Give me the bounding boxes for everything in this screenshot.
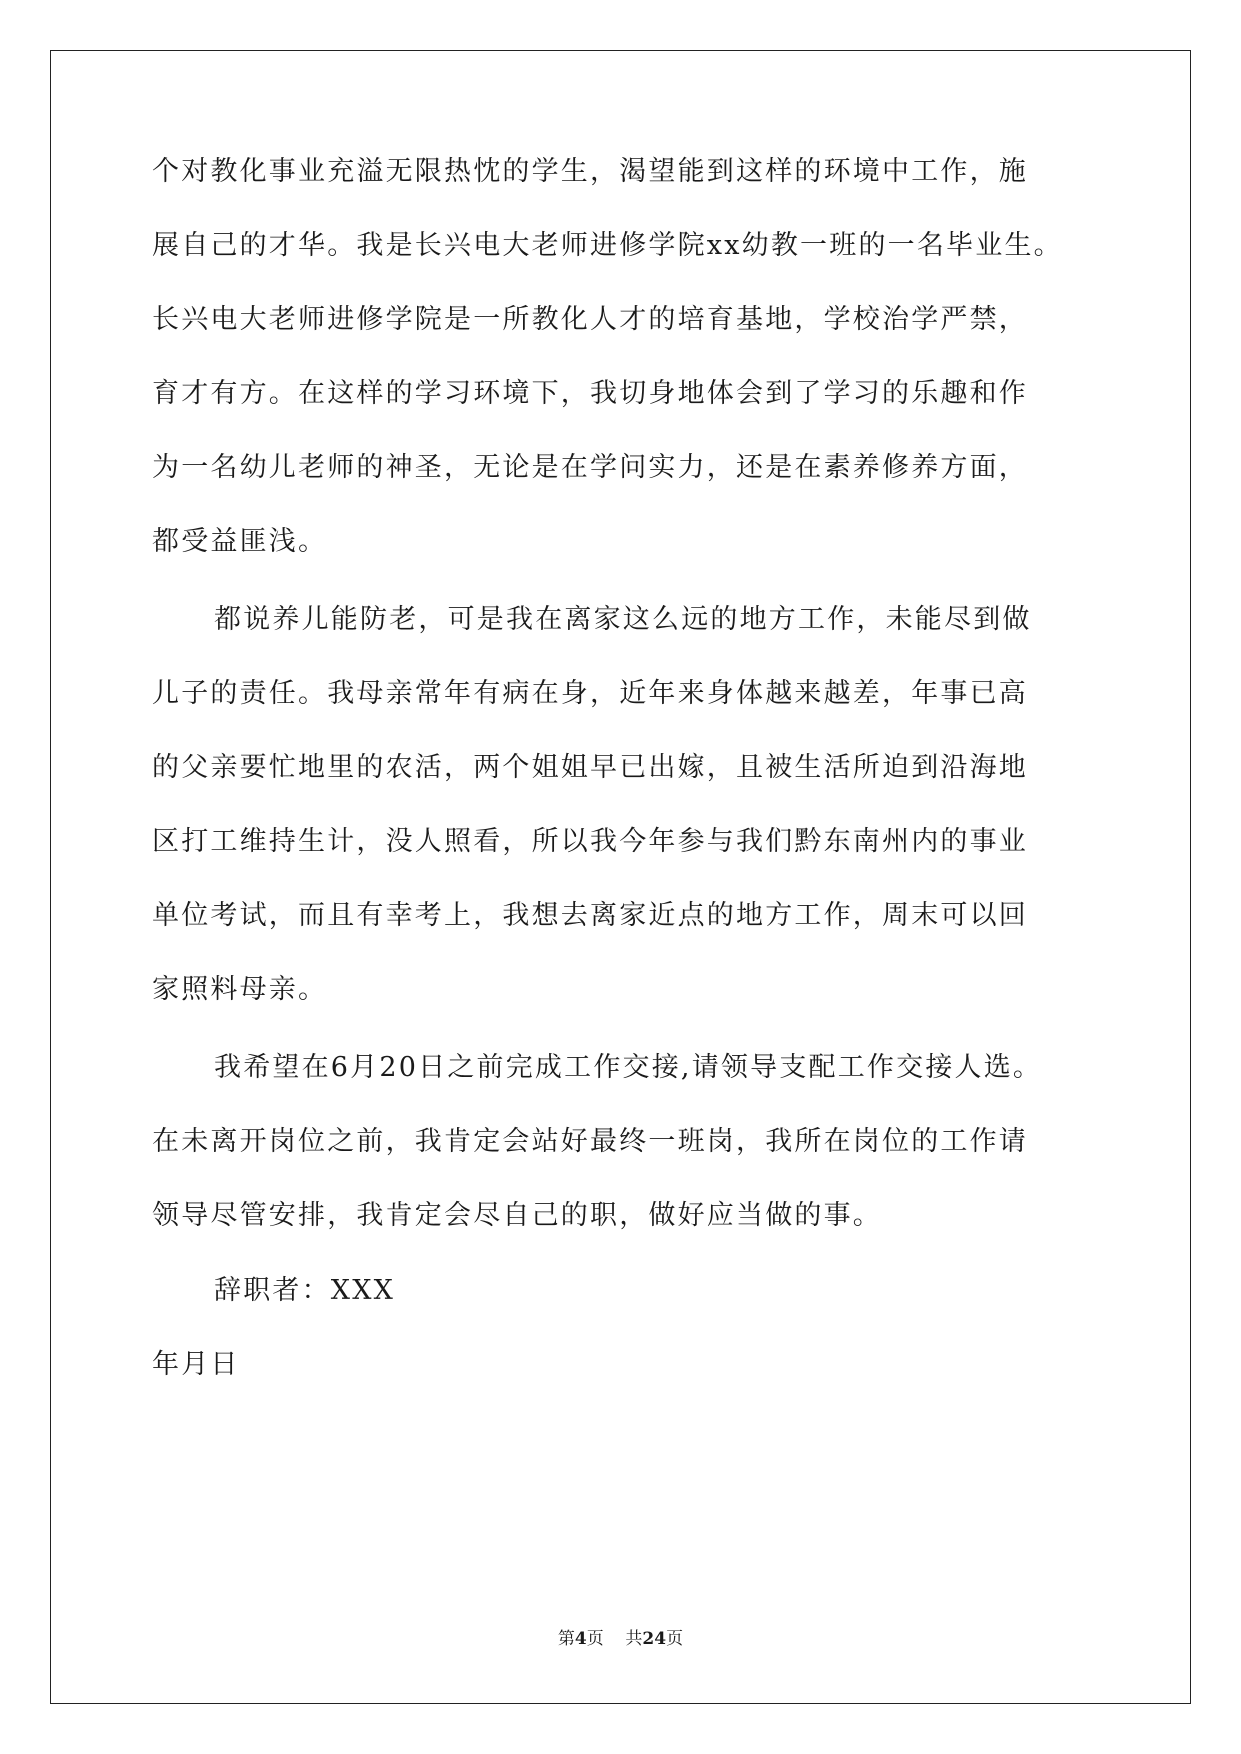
total-pages: 24 [642, 1629, 667, 1649]
page-suffix: 页 [586, 1629, 604, 1649]
text-line: 我希望在6月20日之前完成工作交接,请领导支配工作交接人选。 [214, 1052, 1043, 1083]
text-line: 领导尽管安排，我肯定会尽自己的职，做好应当做的事。 [152, 1200, 882, 1231]
text-line: 展自己的才华。我是长兴电大老师进修学院xx幼教一班的一名毕业生。 [152, 230, 1063, 261]
text-line: 个对教化事业充溢无限热忱的学生，渴望能到这样的环境中工作，施 [152, 156, 1028, 187]
text-line: 育才有方。在这样的学习环境下，我切身地体会到了学习的乐趣和作 [152, 378, 1028, 409]
page-footer [0, 1627, 1241, 1651]
text-line: 都说养儿能防老，可是我在离家这么远的地方工作，未能尽到做 [214, 604, 1032, 635]
total-prefix: 共 [625, 1629, 643, 1649]
page-prefix: 第 [557, 1629, 575, 1649]
text-line: 都受益匪浅。 [152, 526, 328, 557]
text-line: 的父亲要忙地里的农活，两个姐姐早已出嫁，且被生活所迫到沿海地 [152, 752, 1028, 783]
page-border [50, 50, 1191, 1704]
text-line: 单位考试，而且有幸考上，我想去离家近点的地方工作，周末可以回 [152, 900, 1028, 931]
text-line: 区打工维持生计，没人照看，所以我今年参与我们黔东南州内的事业 [152, 826, 1028, 857]
text-line: 家照料母亲。 [152, 974, 328, 1005]
text-line: 为一名幼儿老师的神圣，无论是在学问实力，还是在素养修养方面， [152, 452, 1028, 483]
date-line: 年月日 [152, 1349, 240, 1380]
text-line: 儿子的责任。我母亲常年有病在身，近年来身体越来越差，年事已高 [152, 678, 1028, 709]
signature: 辞职者：XXX [214, 1275, 396, 1306]
text-line: 长兴电大老师进修学院是一所教化人才的培育基地，学校治学严禁， [152, 304, 1028, 335]
text-line: 在未离开岗位之前，我肯定会站好最终一班岗，我所在岗位的工作请 [152, 1126, 1028, 1157]
page-number: 4 [574, 1629, 587, 1649]
total-suffix: 页 [666, 1629, 684, 1649]
